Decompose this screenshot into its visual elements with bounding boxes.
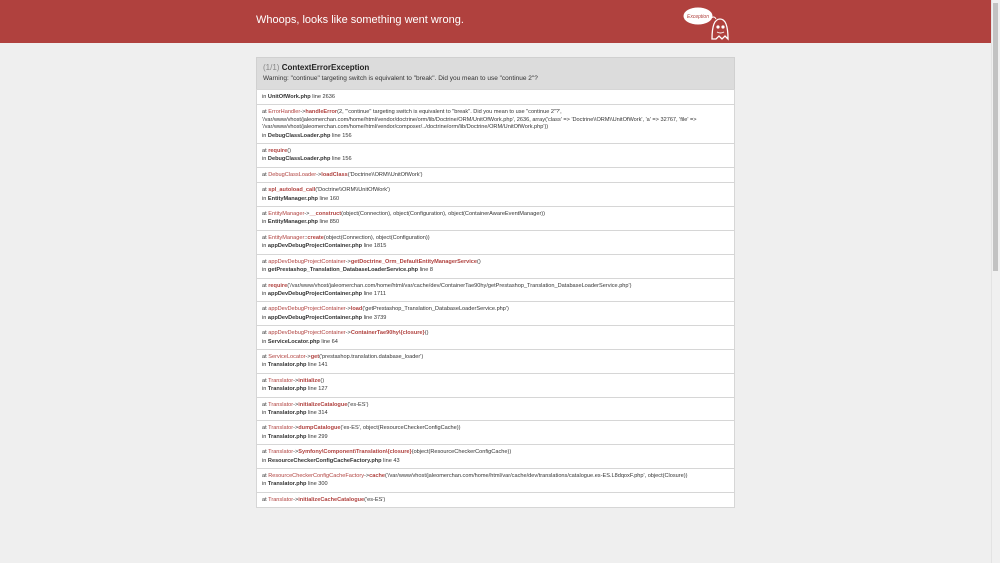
trace-function: cache [369, 473, 386, 479]
trace-call [262, 211, 729, 218]
trace-args: (2, '"continue" targeting switch is equivalent to "break". Did you mean to use "continue 2"?', '/var/www/vhost/jaleomerchan.com/home/html/vendor/doctrine/orm/lib/Doctrine/ORM/UnitOfWork.php', 2636, array('class' => 'Doctrine\\ORM\\UnitOfWork', 'a' => 32767, 'file' => '/var/www/vhost/jaleomerchan.com/home/html/vendor/composer/../doctrine/orm/lib/Doctrine/ORM/UnitOfWork.php')) [262, 109, 697, 131]
trace-in-label: in [262, 433, 268, 440]
trace-prefix: at [262, 306, 269, 313]
trace-line-number: line 314 [306, 409, 328, 416]
trace-args: (object(ResourceCheckerConfigCache)) [411, 449, 512, 456]
svg-text:Exception: Exception [687, 14, 709, 20]
trace-function: require [268, 148, 288, 155]
trace-file: Translator.php [267, 362, 307, 369]
trace-line-number: line 156 [330, 132, 352, 139]
trace-args: ('getPrestashop_Translation_DatabaseLoaderService.php') [362, 306, 509, 313]
trace-prefix: in [262, 94, 268, 100]
trace-separator: -> [305, 353, 311, 360]
trace-location [262, 156, 729, 163]
trace-location [262, 315, 729, 322]
trace-separator: -> [345, 306, 351, 313]
vertical-scrollbar[interactable] [991, 0, 1000, 563]
trace-location [262, 267, 729, 274]
trace-location [262, 243, 729, 250]
header-title: Whoops, looks like something went wrong. [256, 14, 464, 26]
trace-item [257, 104, 734, 143]
trace-item [257, 278, 734, 302]
trace-item [257, 373, 734, 397]
exception-summary [256, 57, 735, 89]
trace-class[interactable]: ServiceLocator [268, 353, 306, 360]
trace-item [257, 420, 734, 444]
trace-prefix: at [262, 401, 269, 408]
trace-file: DebugClassLoader.php [267, 132, 331, 139]
trace-in-label: in [262, 267, 268, 274]
trace-call [262, 235, 729, 242]
trace-file: EntityManager.php [267, 195, 318, 202]
trace-line-number: line 64 [319, 338, 338, 345]
trace-class[interactable]: EntityManager [268, 211, 305, 218]
trace-in-label: in [262, 243, 268, 250]
trace-prefix: at [262, 211, 269, 218]
trace-item [257, 90, 734, 104]
trace-line-number: line 299 [306, 433, 328, 440]
trace-in-label: in [262, 481, 268, 488]
trace-class[interactable]: ResourceCheckerConfigCacheFactory [268, 473, 364, 479]
trace-in-label: in [262, 386, 268, 393]
trace-file: Translator.php [267, 481, 307, 488]
trace-class[interactable]: ErrorHandler [268, 109, 301, 116]
trace-separator: -> [300, 109, 306, 116]
exception-panel [256, 57, 735, 508]
trace-args: () [287, 148, 291, 155]
trace-location [262, 133, 729, 140]
trace-call [262, 259, 729, 266]
trace-line-number: line 2636 [310, 94, 335, 100]
exception-name[interactable]: ContextErrorException [281, 63, 370, 72]
trace-separator: -> [293, 401, 299, 408]
trace-call [262, 378, 729, 385]
exception-message: Warning: "continue" targeting switch is equivalent to "break". Did you mean to use "continue 2"? [263, 75, 538, 82]
trace-prefix: at [262, 353, 269, 360]
trace-item [257, 254, 734, 278]
trace-args: ('es-ES') [364, 496, 386, 503]
trace-location [262, 434, 729, 441]
trace-function: initializeCatalogue [298, 401, 348, 408]
trace-item [257, 397, 734, 421]
exception-count: (1/1) [263, 63, 280, 72]
trace-class[interactable]: DebugClassLoader [268, 171, 317, 178]
trace-file: appDevDebugProjectContainer.php [267, 314, 363, 321]
trace-args: ('es-ES') [347, 401, 369, 408]
trace-file: ResourceCheckerConfigCacheFactory.php [267, 457, 382, 464]
trace-args: () [477, 258, 481, 265]
trace-file: appDevDebugProjectContainer.php [267, 290, 363, 297]
trace-function: ContainerTae90hy\{closure} [350, 330, 425, 337]
trace-line-number: line 1711 [362, 290, 386, 297]
trace-call [262, 425, 729, 432]
trace-class[interactable]: Translator [268, 449, 294, 456]
trace-function: create [307, 234, 324, 241]
trace-separator: -> [316, 171, 322, 178]
trace-args: ('es-ES', object(ResourceCheckerConfigCache)) [340, 425, 461, 432]
trace-function: load [350, 306, 363, 313]
trace-call [262, 306, 729, 313]
trace-function: getDoctrine_Orm_DefaultEntityManagerService [350, 258, 478, 265]
trace-call [262, 354, 729, 361]
trace-in-label: in [262, 132, 268, 139]
trace-file: appDevDebugProjectContainer.php [267, 243, 363, 250]
trace-prefix: at [262, 187, 269, 194]
trace-args: ('Doctrine\\ORM\\UnitOfWork') [347, 171, 423, 178]
scrollbar-thumb[interactable] [993, 3, 998, 271]
trace-call [262, 283, 729, 290]
trace-function: handleError [305, 109, 338, 116]
trace-prefix: at [262, 109, 269, 116]
trace-file: Translator.php [267, 386, 307, 393]
trace-prefix: at [262, 234, 269, 241]
trace-call [262, 402, 729, 409]
trace-prefix: at [262, 377, 269, 384]
trace-location [262, 386, 729, 393]
exception-title [263, 63, 728, 72]
trace-separator: -> [293, 425, 299, 432]
trace-file: Translator.php [267, 433, 307, 440]
trace-prefix: at [262, 496, 269, 503]
trace-file: ServiceLocator.php [267, 338, 320, 345]
trace-item [257, 325, 734, 349]
trace-line-number: line 3739 [362, 314, 387, 321]
trace-line-number: line 127 [306, 386, 328, 393]
trace-item [257, 492, 734, 507]
trace-file: EntityManager.php [267, 219, 318, 226]
trace-function: dumpCatalogue [298, 425, 341, 432]
trace-file: Translator.php [267, 409, 307, 416]
trace-prefix: at [262, 148, 269, 155]
trace-location [262, 410, 729, 417]
trace-line-number: line 43 [381, 457, 400, 464]
trace-in-label: in [262, 409, 268, 416]
trace-item [257, 167, 734, 182]
trace-location [262, 481, 729, 488]
trace-function: initializeCacheCatalogue [298, 496, 365, 503]
trace-args: (object(Connection), object(Configuration)) [323, 234, 430, 241]
trace-line-number: line 141 [306, 362, 328, 369]
trace-in-label: in [262, 362, 268, 369]
trace-item [257, 206, 734, 230]
trace-separator: -> [304, 211, 310, 218]
trace-location [262, 339, 729, 346]
trace-line-number: line 156 [330, 156, 352, 163]
trace-call [262, 330, 729, 337]
trace-class[interactable]: appDevDebugProjectContainer [268, 258, 346, 265]
trace-in-label: in [262, 156, 268, 163]
ghost-logo-icon [682, 5, 734, 41]
trace-call [262, 148, 729, 155]
trace-in-label: in [262, 219, 268, 226]
trace-call [262, 497, 729, 504]
error-header [0, 0, 1000, 43]
trace-item [257, 230, 734, 254]
trace-function: loadClass [321, 171, 348, 178]
trace-in-label: in [262, 290, 268, 297]
trace-line-number: line 8 [418, 267, 434, 274]
trace-prefix: at [262, 425, 269, 432]
trace-function: spl_autoload_call [268, 187, 316, 194]
trace-separator: -> [293, 449, 299, 456]
trace-item [257, 301, 734, 325]
trace-function: get [310, 353, 320, 360]
trace-function: require [268, 282, 288, 289]
trace-item [257, 143, 734, 167]
trace-location [262, 458, 729, 465]
trace-function: __construct [309, 211, 342, 218]
trace-separator: -> [345, 258, 351, 265]
trace-item [257, 444, 734, 468]
trace-line-number: line 300 [306, 481, 328, 488]
trace-class[interactable]: appDevDebugProjectContainer [268, 330, 346, 337]
trace-line-number: line 160 [317, 195, 340, 202]
trace-in-label: in [262, 338, 268, 345]
trace-line-number: line 850 [317, 219, 340, 226]
trace-item [257, 182, 734, 206]
trace-separator: -> [364, 473, 370, 479]
trace-location [262, 362, 729, 369]
trace-in-label: in [262, 195, 268, 202]
trace-args: () [320, 377, 325, 384]
trace-class[interactable]: Translator [268, 425, 294, 432]
trace-item [257, 468, 734, 492]
stack-trace [256, 89, 735, 508]
trace-call [262, 449, 729, 456]
trace-args: ('prestashop.translation.database_loader') [319, 353, 424, 360]
trace-class[interactable]: Translator [268, 401, 294, 408]
trace-line-number: line 1815 [362, 243, 387, 250]
trace-function: Symfony\Component\Translation\{closure} [298, 449, 412, 456]
trace-class[interactable]: EntityManager [268, 234, 305, 241]
trace-args: (object(Connection), object(Configuration), object(ContainerAwareEventManager)) [341, 211, 546, 218]
trace-class[interactable]: appDevDebugProjectContainer [268, 306, 346, 313]
trace-separator: :: [304, 234, 308, 241]
trace-args: ('/var/www/vhost/jaleomerchan.com/home/html/var/cache/dev/ContainerTae90hy/getPrestashop_Translation_DatabaseLoaderService.php') [287, 282, 632, 289]
trace-in-label: in [262, 457, 268, 464]
trace-prefix: at [262, 473, 269, 479]
trace-prefix: at [262, 258, 269, 265]
trace-item [257, 349, 734, 373]
trace-separator: -> [345, 330, 351, 337]
trace-args: () [424, 330, 429, 337]
trace-in-label: in [262, 314, 268, 321]
trace-call [262, 473, 729, 480]
trace-call [262, 109, 729, 131]
trace-prefix: at [262, 449, 269, 456]
trace-location [262, 291, 729, 298]
trace-call [262, 94, 729, 101]
trace-file: getPrestashop_Translation_DatabaseLoaderService.php [267, 267, 419, 274]
trace-args: ('/var/www/vhost/jaleomerchan.com/home/html/var/cache/dev/translations/catalogue.es-ES.L8dqoxF.php', object(Closure)) [385, 473, 688, 479]
trace-prefix: at [262, 330, 269, 337]
trace-prefix: at [262, 282, 269, 289]
trace-call [262, 187, 729, 194]
trace-class[interactable]: Translator [268, 496, 294, 503]
trace-call [262, 172, 729, 179]
trace-separator: -> [293, 377, 299, 384]
trace-location [262, 219, 729, 226]
trace-file: UnitOfWork.php [267, 94, 311, 100]
trace-file: DebugClassLoader.php [267, 156, 331, 163]
trace-prefix: at [262, 171, 269, 178]
trace-location [262, 196, 729, 203]
trace-function: initialize [298, 377, 321, 384]
trace-separator: -> [293, 496, 299, 503]
trace-args: ('Doctrine\\ORM\\UnitOfWork') [315, 187, 390, 194]
trace-class[interactable]: Translator [268, 377, 294, 384]
